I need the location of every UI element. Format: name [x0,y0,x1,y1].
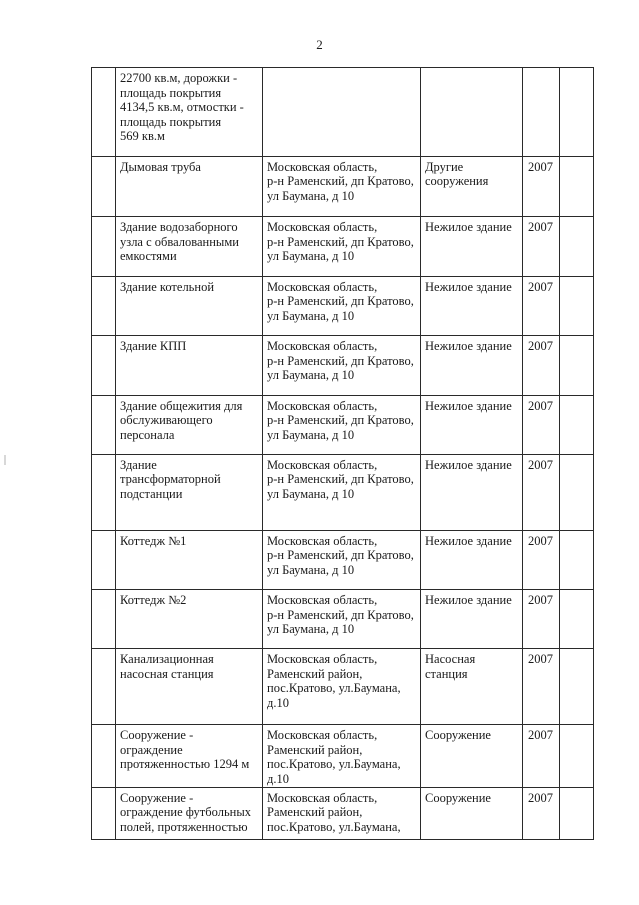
extra-cell [560,649,594,725]
object-name: 22700 кв.м, дорожки - площадь покрытия 4134,5 кв.м, отмостки - площадь покрытия 569 кв.м [120,71,244,143]
extra-cell [560,590,594,649]
object-year: 2007 [528,220,553,235]
index-cell [92,530,116,589]
table-row [92,454,594,530]
object-year: 2007 [528,159,553,174]
object-address: Московская область, р-н Раменский, дп Кратово, ул Баумана, д 10 [267,220,414,264]
object-type: Нежилое здание [425,457,512,472]
object-type: Нежилое здание [425,339,512,354]
extra-cell [560,787,594,839]
object-type: Другие сооружения [425,159,489,189]
object-type: Нежилое здание [425,533,512,548]
object-year: 2007 [528,593,553,607]
extra-cell [560,217,594,276]
table-row [92,156,594,216]
index-cell [92,156,116,216]
object-name: Канализационная насосная станция [120,652,214,681]
object-type: Нежилое здание [425,593,512,607]
index-cell [92,725,116,787]
object-name: Сооружение - ограждение футбольных полей, протяженностью [120,790,251,834]
table-row [92,395,594,454]
index-cell [92,68,116,157]
object-type: Нежилое здание [425,279,512,294]
object-name: Здание котельной [120,279,215,294]
extra-cell [560,276,594,335]
table-row [92,217,594,276]
object-name: Коттедж №1 [120,533,187,548]
object-name: Здание КПП [120,339,187,354]
extra-cell [560,454,594,530]
object-address: Московская область, р-н Раменский, дп Кратово, ул Баумана, д 10 [267,533,414,577]
margin-mark [4,455,6,465]
index-cell [92,395,116,454]
index-cell [92,276,116,335]
object-name: Здание общежития для обслуживающего персонала [120,398,243,442]
index-cell [92,454,116,530]
object-type: Сооружение [425,728,491,743]
extra-cell [560,530,594,589]
object-name: Здание водозаборного узла с обвалованными емкостями [120,220,239,264]
object-year [523,68,559,71]
table-row [92,649,594,725]
object-type: Насосная станция [425,652,476,681]
extra-cell [560,725,594,787]
table-row [92,336,594,395]
object-address: Московская область, р-н Раменский, дп Кратово, ул Баумана, д 10 [267,279,414,323]
index-cell [92,336,116,395]
object-address: Московская область, р-н Раменский, дп Кратово, ул Баумана, д 10 [267,339,414,383]
extra-cell [560,395,594,454]
table-row [92,787,594,839]
object-year: 2007 [528,728,553,743]
object-address: Московская область, р-н Раменский, дп Кратово, ул Баумана, д 10 [267,457,414,501]
object-year: 2007 [528,790,553,805]
extra-cell [560,68,594,157]
object-address: Московская область, р-н Раменский, дп Кратово, ул Баумана, д 10 [267,398,414,442]
object-year: 2007 [528,533,553,548]
index-cell [92,217,116,276]
object-year: 2007 [528,398,553,413]
property-table [91,67,594,840]
object-year: 2007 [528,339,553,354]
object-address: Московская область, Раменский район, пос.Кратово, ул.Баумана, д.10 [267,652,401,710]
index-cell [92,787,116,839]
object-type: Сооружение [425,790,491,805]
object-address: Московская область, р-н Раменский, дп Кратово, ул Баумана, д 10 [267,159,414,203]
table-row [92,276,594,335]
table-row [92,68,594,157]
table-row [92,590,594,649]
object-year: 2007 [528,652,553,667]
object-address [263,68,420,71]
page-number: 2 [316,37,323,52]
extra-cell [560,156,594,216]
object-type: Нежилое здание [425,398,512,413]
object-type: Нежилое здание [425,220,512,235]
table-row [92,725,594,787]
extra-cell [560,336,594,395]
table-row [92,530,594,589]
index-cell [92,649,116,725]
object-address: Московская область, Раменский район, пос.Кратово, ул.Баумана, [267,790,401,834]
object-address: Московская область, р-н Раменский, дп Кратово, ул Баумана, д 10 [267,593,414,636]
object-name: Здание трансформаторной подстанции [120,457,221,501]
object-address: Московская область, Раменский район, пос.Кратово, ул.Баумана, д.10 [267,728,401,786]
object-name: Дымовая труба [120,159,201,174]
object-year: 2007 [528,457,553,472]
object-name: Коттедж №2 [120,593,187,607]
object-year: 2007 [528,279,553,294]
object-name: Сооружение - ограждение протяженностью 1294 м [120,728,250,772]
object-type [421,68,522,71]
index-cell [92,590,116,649]
